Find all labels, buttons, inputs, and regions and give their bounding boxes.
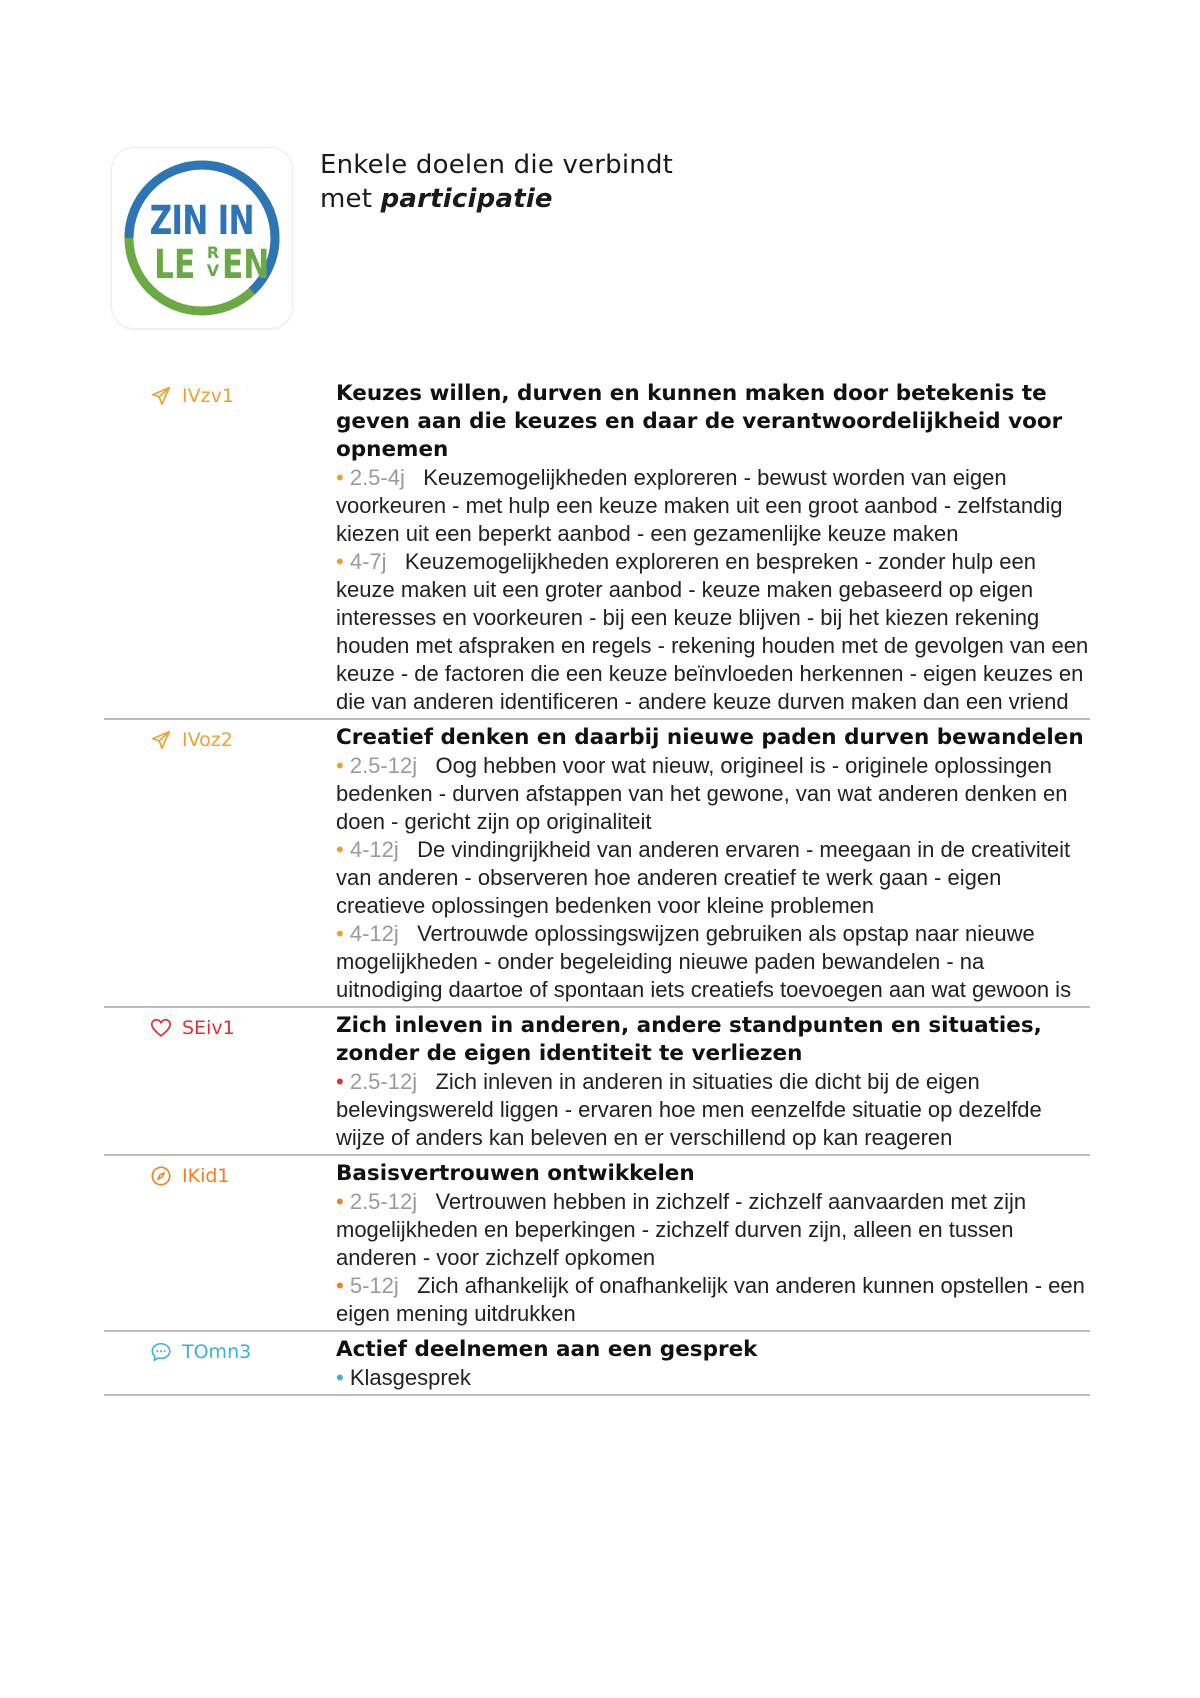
goal-row (104, 1156, 1090, 1332)
goal-title: Actief deelnemen aan een gesprek (336, 1337, 758, 1362)
goal-code-label: SEiv1 (182, 1017, 235, 1039)
level-description: Vertrouwen hebben in zichzelf - zichzelf aanvaarden met zijn mogelijkheden en beperkingen - zichzelf durven zijn, alleen en tussen anderen - voor zichzelf opkomen (336, 1189, 1027, 1270)
goal-level-item (336, 1188, 1090, 1272)
level-description: Oog hebben voor wat nieuw, origineel is - originele oplossingen bedenken - durven afstappen van het gewone, van wat anderen denken en doen - gericht zijn op originaliteit (336, 753, 1068, 834)
age-range: 2.5-4j (349, 465, 405, 490)
goal-title: Creatief denken en daarbij nieuwe paden durven bewandelen (336, 725, 1084, 750)
bullet-icon: • (336, 753, 350, 778)
title-line1: Enkele doelen die verbindt (320, 150, 674, 180)
goal-content-cell (336, 724, 1090, 1004)
bullet-icon: • (336, 1273, 350, 1298)
title-emphasis: participatie (380, 184, 553, 214)
logo-small-r: R (206, 243, 220, 262)
level-description: Keuzemogelijkheden exploreren en bespreken - zonder hulp een keuze maken uit een groter aanbod - keuze maken gebaseerd op eigen interesses en voorkeuren - bij een keuze blijven - bij het kiezen rekening houden met afspraken en regels - rekening houden met de gevolgen van een keuze - de factoren die een keuze beïnvloeden herkennen - eigen keuzes en die van anderen identificeren - andere keuze durven maken dan een vriend (336, 549, 1089, 714)
logo-graphic (112, 148, 292, 328)
age-range: 4-12j (349, 837, 399, 862)
age-range: 5-12j (349, 1273, 399, 1298)
goal-level-item (336, 548, 1090, 716)
goal-title: Keuzes willen, durven en kunnen maken door betekenis te geven aan die keuzes en daar de verantwoordelijkheid voor opnemen (336, 381, 1063, 462)
bullet-icon: • (336, 1365, 350, 1390)
compass-icon (150, 1165, 182, 1187)
goal-level-item (336, 752, 1090, 836)
send-icon (150, 385, 182, 407)
bullet-icon: • (336, 837, 350, 862)
goal-level-item (336, 464, 1090, 548)
bullet-icon: • (336, 1069, 350, 1094)
chat-icon (150, 1341, 182, 1363)
goal-content-cell (336, 1012, 1090, 1152)
goal-code-label: TOmn3 (182, 1341, 252, 1363)
bullet-icon: • (336, 921, 350, 946)
goal-row (104, 720, 1090, 1008)
goal-content-cell (336, 380, 1090, 716)
bullet-icon: • (336, 1189, 350, 1214)
logo-line2-end: EN (221, 242, 270, 289)
bullet-icon: • (336, 549, 350, 574)
goal-code (150, 726, 336, 754)
goal-title: Basisvertrouwen ontwikkelen (336, 1161, 695, 1186)
goal-code (150, 1014, 336, 1042)
logo-line2-start: LE (154, 242, 196, 289)
age-range: 4-7j (349, 549, 387, 574)
zin-in-leven-logo (112, 148, 292, 328)
age-range: 2.5-12j (349, 1189, 418, 1214)
goal-row (104, 1332, 1090, 1396)
send-icon (150, 729, 182, 751)
goal-level-item (336, 1364, 1090, 1392)
goal-code-cell (104, 724, 336, 1004)
logo-small-v: V (206, 261, 220, 280)
title-prefix: met (320, 184, 381, 214)
age-range: 2.5-12j (349, 1069, 418, 1094)
goal-code-cell (104, 1012, 336, 1152)
logo-line1: ZIN IN (149, 198, 254, 245)
goal-code (150, 382, 336, 410)
goal-code-cell (104, 1160, 336, 1328)
goals-table (104, 376, 1090, 1396)
level-description: Klasgesprek (349, 1365, 471, 1390)
goal-row (104, 376, 1090, 720)
goal-code (150, 1162, 336, 1190)
age-range: 2.5-12j (349, 753, 418, 778)
goal-code-label: IKid1 (182, 1165, 230, 1187)
level-description: De vindingrijkheid van anderen ervaren - meegaan in de creativiteit van anderen - observeren hoe anderen creatief te werk gaan - eigen creatieve oplossingen bedenken voor kleine problemen (336, 837, 1071, 918)
goal-code-label: IVzv1 (182, 385, 234, 407)
age-range: 4-12j (349, 921, 399, 946)
goal-content-cell (336, 1160, 1090, 1328)
goal-level-item (336, 1272, 1090, 1328)
heart-icon (150, 1017, 182, 1039)
goal-code-cell (104, 380, 336, 716)
goal-level-item (336, 836, 1090, 920)
bullet-icon: • (336, 465, 350, 490)
goal-code-label: IVoz2 (182, 729, 233, 751)
level-description: Zich afhankelijk of onafhankelijk van anderen kunnen opstellen - een eigen mening uitdrukken (336, 1273, 1085, 1326)
level-description: Keuzemogelijkheden exploreren - bewust worden van eigen voorkeuren - met hulp een keuze maken uit een groot aanbod - zelfstandig kiezen uit een beperkt aanbod - een gezamenlijke keuze maken (336, 465, 1063, 546)
goal-code-cell (104, 1336, 336, 1392)
goal-code (150, 1338, 336, 1366)
goal-level-item (336, 920, 1090, 1004)
goal-content-cell (336, 1336, 1090, 1392)
title-line2 (320, 182, 820, 216)
level-description: Zich inleven in anderen in situaties die dicht bij de eigen belevingswereld liggen - ervaren hoe men eenzelfde situatie op dezelfde wijze of anders kan beleven en er verschillend op kan reageren (336, 1069, 1042, 1150)
goal-row (104, 1008, 1090, 1156)
level-description: Vertrouwde oplossingswijzen gebruiken als opstap naar nieuwe mogelijkheden - onder begeleiding nieuwe paden bewandelen - na uitnodiging daartoe of spontaan iets creatiefs toevoegen aan wat gewoon is (336, 921, 1072, 1002)
page-title (320, 148, 820, 216)
goal-level-item (336, 1068, 1090, 1152)
goal-title: Zich inleven in anderen, andere standpunten en situaties, zonder de eigen identiteit te verliezen (336, 1013, 1042, 1066)
